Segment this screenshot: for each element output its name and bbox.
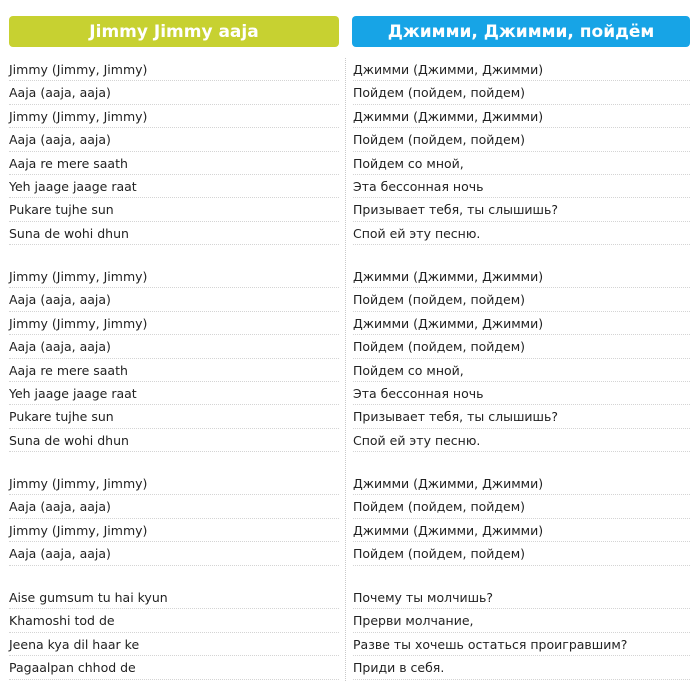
- translated-line: Прерви молчание,: [353, 609, 690, 632]
- original-line: Yeh jaage jaage raat: [9, 175, 339, 198]
- original-line: Pukare tujhe sun: [9, 405, 339, 428]
- original-line: Jeena kya dil haar ke: [9, 633, 339, 656]
- lyric-row: [0, 656, 696, 679]
- lyric-row: [0, 542, 696, 565]
- original-line: Khamoshi tod de: [9, 609, 339, 632]
- lyric-row: [0, 359, 696, 382]
- lyric-row: [0, 81, 696, 104]
- lyric-row: [0, 335, 696, 358]
- lyric-row: [0, 265, 696, 288]
- original-line: Pagaalpan chhod de: [9, 656, 339, 679]
- original-line: Pukare tujhe sun: [9, 198, 339, 221]
- original-line: Yeh jaage jaage raat: [9, 382, 339, 405]
- original-line: Aaja (aaja, aaja): [9, 81, 339, 104]
- translated-line: Спой ей эту песню.: [353, 222, 690, 245]
- original-line: Jimmy (Jimmy, Jimmy): [9, 105, 339, 128]
- lyric-row: [0, 495, 696, 518]
- lyric-row: [0, 128, 696, 151]
- original-line: Jimmy (Jimmy, Jimmy): [9, 472, 339, 495]
- lyric-row: [0, 288, 696, 311]
- translated-line: Призывает тебя, ты слышишь?: [353, 198, 690, 221]
- translated-line: Эта бессонная ночь: [353, 175, 690, 198]
- original-line: Suna de wohi dhun: [9, 222, 339, 245]
- translated-line: Джимми (Джимми, Джимми): [353, 105, 690, 128]
- translated-line: Приди в себя.: [353, 656, 690, 679]
- original-line: Aise gumsum tu hai kyun: [9, 586, 339, 609]
- lyric-row: [0, 519, 696, 542]
- translated-line: Разве ты хочешь остаться проигравшим?: [353, 633, 690, 656]
- lyric-row: [0, 312, 696, 335]
- translated-line: Почему ты молчишь?: [353, 586, 690, 609]
- translated-line: Пойдем со мной,: [353, 359, 690, 382]
- translated-line: Пойдем (пойдем, пойдем): [353, 495, 690, 518]
- lyric-row: [0, 152, 696, 175]
- lyric-row: [0, 382, 696, 405]
- translated-line: Пойдем (пойдем, пойдем): [353, 335, 690, 358]
- original-line: Suna de wohi dhun: [9, 429, 339, 452]
- original-line: Jimmy (Jimmy, Jimmy): [9, 519, 339, 542]
- translated-line: Пойдем (пойдем, пойдем): [353, 542, 690, 565]
- lyric-row: [0, 472, 696, 495]
- translated-line: Спой ей эту песню.: [353, 429, 690, 452]
- lyric-row: [0, 175, 696, 198]
- original-line: Aaja (aaja, aaja): [9, 335, 339, 358]
- original-title-header: Jimmy Jimmy aaja: [9, 16, 339, 47]
- lyric-row: [0, 405, 696, 428]
- lyric-row: [0, 222, 696, 245]
- lyric-row: [0, 58, 696, 81]
- original-line: Jimmy (Jimmy, Jimmy): [9, 58, 339, 81]
- original-line: Jimmy (Jimmy, Jimmy): [9, 312, 339, 335]
- lyric-row: [0, 633, 696, 656]
- original-line: Aaja (aaja, aaja): [9, 288, 339, 311]
- translated-line: Джимми (Джимми, Джимми): [353, 519, 690, 542]
- translated-line: Джимми (Джимми, Джимми): [353, 58, 690, 81]
- translated-line: Пойдем со мной,: [353, 152, 690, 175]
- lyric-row: [0, 105, 696, 128]
- translated-line: Джимми (Джимми, Джимми): [353, 472, 690, 495]
- lyric-row: [0, 429, 696, 452]
- original-line: Jimmy (Jimmy, Jimmy): [9, 265, 339, 288]
- original-line: Aaja (aaja, aaja): [9, 542, 339, 565]
- translation-title-header: Джимми, Джимми, пойдём: [352, 16, 690, 47]
- translated-line: Пойдем (пойдем, пойдем): [353, 288, 690, 311]
- original-line: Aaja (aaja, aaja): [9, 128, 339, 151]
- lyric-row: [0, 198, 696, 221]
- original-line: Aaja (aaja, aaja): [9, 495, 339, 518]
- translated-line: Джимми (Джимми, Джимми): [353, 265, 690, 288]
- lyric-row: [0, 586, 696, 609]
- translated-line: Эта бессонная ночь: [353, 382, 690, 405]
- original-line: Aaja re mere saath: [9, 359, 339, 382]
- translated-line: Пойдем (пойдем, пойдем): [353, 128, 690, 151]
- original-line: Aaja re mere saath: [9, 152, 339, 175]
- translated-line: Пойдем (пойдем, пойдем): [353, 81, 690, 104]
- lyric-row: [0, 609, 696, 632]
- translated-line: Призывает тебя, ты слышишь?: [353, 405, 690, 428]
- translated-line: Джимми (Джимми, Джимми): [353, 312, 690, 335]
